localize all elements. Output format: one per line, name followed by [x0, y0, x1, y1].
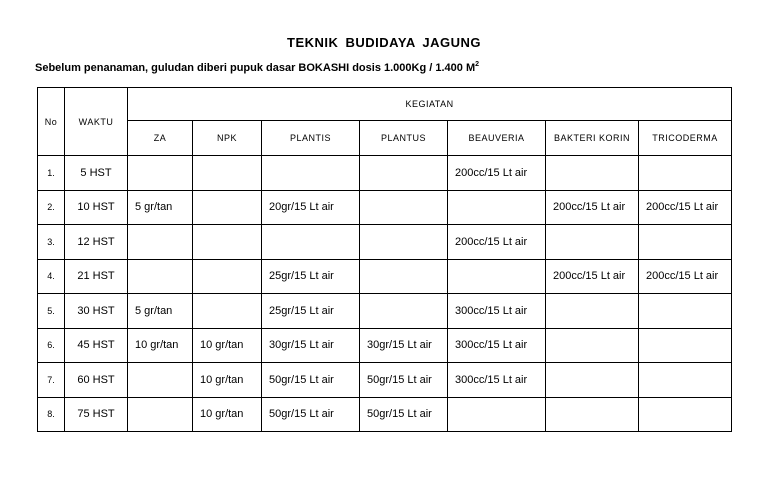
table-body — [38, 156, 732, 432]
table-cell: 20gr/15 Lt air — [262, 190, 360, 225]
table-cell — [128, 397, 193, 432]
table-cell: 25gr/15 Lt air — [262, 259, 360, 294]
row-number: 7. — [38, 363, 65, 398]
table-cell: 200cc/15 Lt air — [639, 190, 732, 225]
group-header-kegiatan: KEGIATAN — [128, 88, 732, 121]
table-cell: 30gr/15 Lt air — [262, 328, 360, 363]
table-cell: 300cc/15 Lt air — [448, 328, 546, 363]
table-row — [38, 259, 732, 294]
column-header-activity: BEAUVERIA — [448, 121, 546, 156]
table-cell: 200cc/15 Lt air — [546, 190, 639, 225]
table-cell — [360, 156, 448, 191]
table-cell — [360, 259, 448, 294]
row-waktu: 10 HST — [65, 190, 128, 225]
row-number: 1. — [38, 156, 65, 191]
subtitle-text: Sebelum penanaman, guludan diberi pupuk dasar BOKASHI dosis 1.000Kg / 1.400 M — [35, 62, 476, 74]
table-cell — [360, 190, 448, 225]
table-cell — [193, 190, 262, 225]
table-cell — [639, 225, 732, 260]
table-cell — [546, 363, 639, 398]
table-cell — [639, 397, 732, 432]
table-cell — [193, 225, 262, 260]
table-cell — [360, 294, 448, 329]
table-cell — [193, 156, 262, 191]
header-row-activities — [38, 121, 732, 156]
column-header-activity: TRICODERMA — [639, 121, 732, 156]
table-cell: 50gr/15 Lt air — [262, 397, 360, 432]
table-cell: 200cc/15 Lt air — [639, 259, 732, 294]
column-header-activity: NPK — [193, 121, 262, 156]
table-cell: 50gr/15 Lt air — [262, 363, 360, 398]
table-cell — [546, 225, 639, 260]
table-cell: 200cc/15 Lt air — [546, 259, 639, 294]
row-number: 8. — [38, 397, 65, 432]
table-cell: 10 gr/tan — [193, 328, 262, 363]
row-waktu: 60 HST — [65, 363, 128, 398]
table-cell — [546, 328, 639, 363]
table-cell: 5 gr/tan — [128, 190, 193, 225]
table-cell — [639, 156, 732, 191]
table-cell: 10 gr/tan — [128, 328, 193, 363]
table-cell — [193, 259, 262, 294]
table-cell — [128, 156, 193, 191]
table-cell: 50gr/15 Lt air — [360, 363, 448, 398]
table-cell — [448, 397, 546, 432]
table-cell — [128, 225, 193, 260]
table-cell — [639, 363, 732, 398]
table-cell: 300cc/15 Lt air — [448, 294, 546, 329]
table-cell — [128, 259, 193, 294]
column-header-activity: PLANTUS — [360, 121, 448, 156]
column-header-no: No — [38, 88, 65, 156]
table-cell: 25gr/15 Lt air — [262, 294, 360, 329]
table-row — [38, 156, 732, 191]
row-number: 4. — [38, 259, 65, 294]
table-cell: 300cc/15 Lt air — [448, 363, 546, 398]
row-waktu: 30 HST — [65, 294, 128, 329]
table-cell: 5 gr/tan — [128, 294, 193, 329]
document-subtitle — [35, 62, 479, 74]
table-cell — [448, 190, 546, 225]
table-cell — [546, 156, 639, 191]
column-header-activity: PLANTIS — [262, 121, 360, 156]
table-cell: 30gr/15 Lt air — [360, 328, 448, 363]
table-row — [38, 190, 732, 225]
table-row — [38, 363, 732, 398]
cultivation-schedule-table — [37, 87, 732, 432]
table-row — [38, 397, 732, 432]
header-row-group — [38, 88, 732, 121]
table-cell: 200cc/15 Lt air — [448, 156, 546, 191]
table-cell: 10 gr/tan — [193, 397, 262, 432]
table-cell — [128, 363, 193, 398]
table-cell: 200cc/15 Lt air — [448, 225, 546, 260]
row-number: 6. — [38, 328, 65, 363]
column-header-waktu: WAKTU — [65, 88, 128, 156]
column-header-activity: ZA — [128, 121, 193, 156]
table-cell — [262, 225, 360, 260]
table-cell — [193, 294, 262, 329]
table-row — [38, 294, 732, 329]
subtitle-superscript: 2 — [475, 61, 480, 68]
document-title: TEKNIK BUDIDAYA JAGUNG — [287, 35, 481, 50]
table-cell — [448, 259, 546, 294]
column-header-activity: BAKTERI KORIN — [546, 121, 639, 156]
table-row — [38, 225, 732, 260]
table-cell — [546, 294, 639, 329]
row-waktu: 21 HST — [65, 259, 128, 294]
row-number: 2. — [38, 190, 65, 225]
table-cell — [546, 397, 639, 432]
table-cell — [262, 156, 360, 191]
row-number: 3. — [38, 225, 65, 260]
table-cell: 50gr/15 Lt air — [360, 397, 448, 432]
row-waktu: 45 HST — [65, 328, 128, 363]
table-cell: 10 gr/tan — [193, 363, 262, 398]
table-row — [38, 328, 732, 363]
table-cell — [639, 328, 732, 363]
row-waktu: 12 HST — [65, 225, 128, 260]
row-number: 5. — [38, 294, 65, 329]
row-waktu: 5 HST — [65, 156, 128, 191]
table-cell — [360, 225, 448, 260]
table-cell — [639, 294, 732, 329]
row-waktu: 75 HST — [65, 397, 128, 432]
